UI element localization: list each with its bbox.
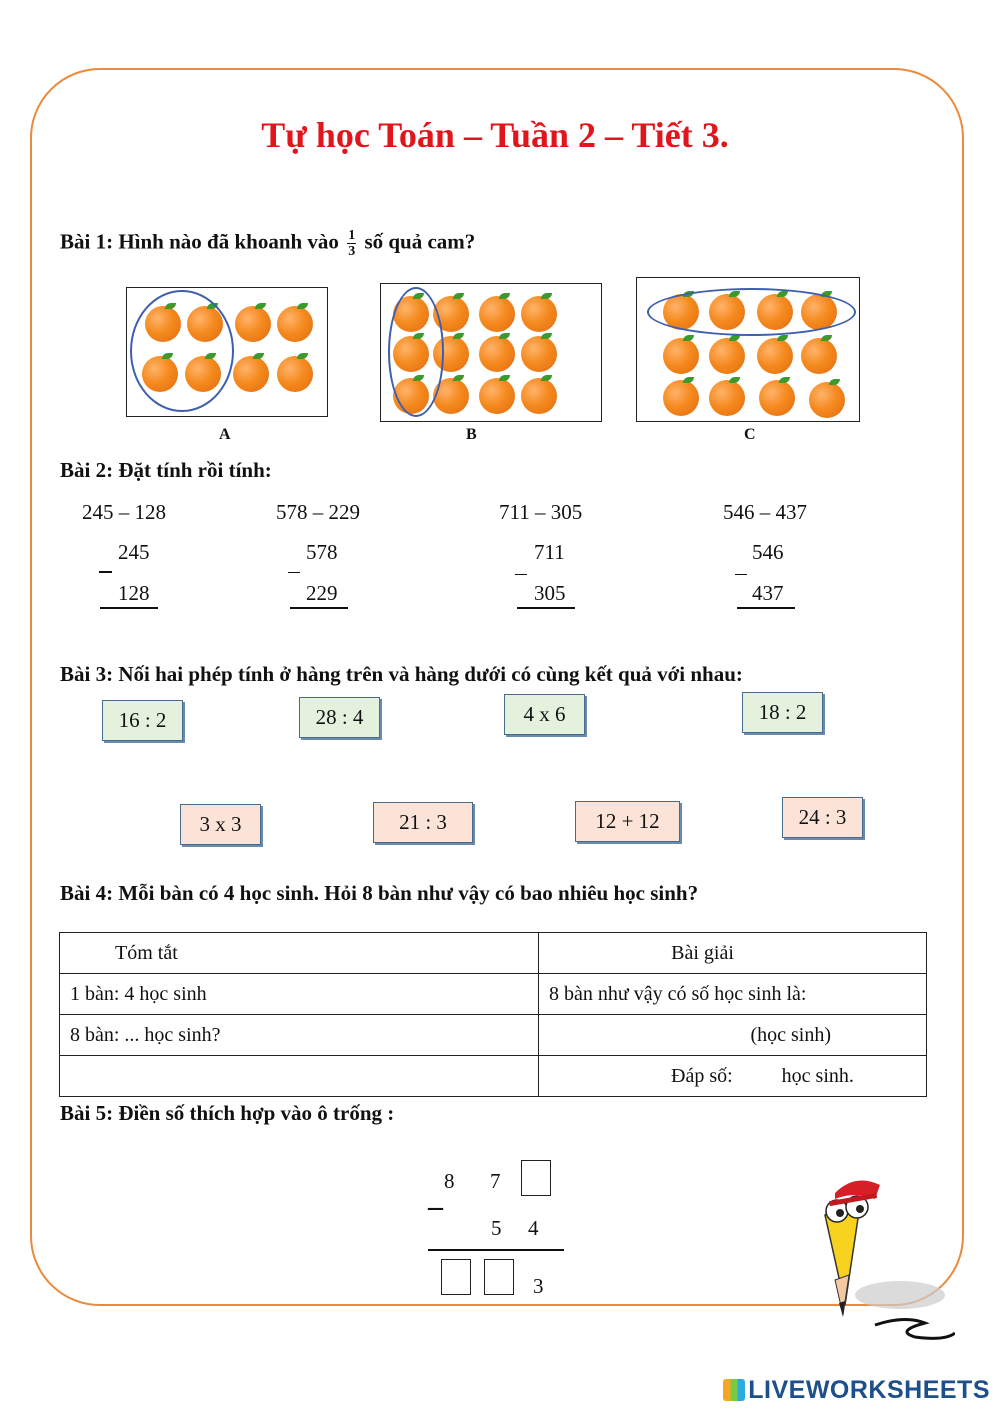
- leaf-icon: [499, 293, 510, 299]
- fraction-numerator: 1: [348, 228, 356, 243]
- circled-selection: [388, 287, 444, 417]
- table-row: [60, 974, 927, 1015]
- bai4-question: Bài 4: Mỗi bàn có 4 học sinh. Hỏi 8 bàn như vậy có bao nhiêu học sinh?: [60, 881, 699, 905]
- brand-text: LIVEWORKSHEETS: [748, 1376, 990, 1404]
- orange-group-c: [636, 277, 860, 422]
- solution-answer-cell[interactable]: [539, 1056, 927, 1097]
- summary-line-2[interactable]: 8 bàn: ... học sinh?: [60, 1015, 539, 1056]
- problem-2-minus-sign: [288, 572, 300, 573]
- answer-label: Đáp số:: [671, 1064, 733, 1087]
- leaf-icon: [541, 375, 552, 381]
- orange-group-a: [126, 287, 328, 417]
- table-row: [60, 933, 927, 974]
- problem-2-result-line: [290, 607, 348, 609]
- caption-a: A: [219, 426, 231, 443]
- leaf-icon: [821, 335, 832, 341]
- brand-mark-icon: [723, 1379, 745, 1401]
- orange-icon: [277, 306, 313, 342]
- result-line: [428, 1249, 564, 1251]
- sub-digit-1: 5: [491, 1216, 502, 1240]
- leaf-icon: [777, 335, 788, 341]
- leaf-icon: [683, 335, 694, 341]
- problem-3-minus-sign: [515, 574, 527, 575]
- leaf-icon: [255, 303, 266, 309]
- problem-4-minus-sign: [735, 574, 747, 575]
- orange-icon: [663, 338, 699, 374]
- orange-icon: [709, 380, 745, 416]
- summary-line-3: [60, 1056, 539, 1097]
- problem-4-expression: 546 – 437: [723, 500, 807, 524]
- problem-4-top: 546: [752, 540, 784, 564]
- orange-icon: [809, 382, 845, 418]
- sub-digit-2: 4: [528, 1216, 539, 1240]
- bottom-expression-4[interactable]: 24 : 3: [782, 797, 863, 838]
- leaf-icon: [453, 333, 464, 339]
- problem-3-bottom: 305: [534, 581, 566, 605]
- leaf-icon: [297, 353, 308, 359]
- problem-3-top: 711: [534, 540, 565, 564]
- orange-icon: [757, 338, 793, 374]
- summary-line-1: 1 bàn: 4 học sinh: [60, 974, 539, 1015]
- caption-c: C: [744, 426, 756, 443]
- caption-b: B: [466, 426, 477, 443]
- orange-icon: [663, 380, 699, 416]
- bai5-question: Bài 5: Điền số thích hợp vào ô trống :: [60, 1101, 395, 1125]
- orange-icon: [479, 336, 515, 372]
- leaf-icon: [453, 375, 464, 381]
- orange-icon: [277, 356, 313, 392]
- leaf-icon: [541, 293, 552, 299]
- leaf-icon: [253, 353, 264, 359]
- orange-icon: [479, 378, 515, 414]
- bottom-expression-2[interactable]: 21 : 3: [373, 802, 473, 843]
- solution-line-1: 8 bàn như vậy có số học sinh là:: [539, 974, 927, 1015]
- problem-4-bottom: 437: [752, 581, 784, 605]
- orange-icon: [235, 306, 271, 342]
- orange-icon: [233, 356, 269, 392]
- leaf-icon: [729, 335, 740, 341]
- leaf-icon: [297, 303, 308, 309]
- table-row: [60, 1015, 927, 1056]
- problem-3-result-line: [517, 607, 575, 609]
- circled-selection: [647, 288, 856, 336]
- blank-box-top[interactable]: [521, 1160, 551, 1196]
- blank-box-result-2[interactable]: [484, 1259, 514, 1295]
- leaf-icon: [683, 377, 694, 383]
- header-summary: Tóm tắt: [60, 933, 539, 974]
- bai1-label-before: Bài 1: Hình nào đã khoanh vào: [60, 229, 339, 254]
- bottom-expression-1[interactable]: 3 x 3: [180, 804, 261, 845]
- leaf-icon: [779, 377, 790, 383]
- top-digit-1: 8: [444, 1169, 455, 1193]
- table-row: [60, 1056, 927, 1097]
- result-digit: 3: [533, 1274, 544, 1298]
- orange-icon: [521, 296, 557, 332]
- orange-icon: [521, 378, 557, 414]
- leaf-icon: [829, 379, 840, 385]
- problem-1-result-line: [100, 607, 158, 609]
- bai1-label-after: số quả cam?: [364, 229, 476, 254]
- bai2-question: Bài 2: Đặt tính rồi tính:: [60, 458, 272, 482]
- orange-icon: [801, 338, 837, 374]
- fraction-denominator: 3: [348, 244, 356, 259]
- problem-1-bottom: 128: [118, 581, 150, 605]
- summary-table: [59, 932, 927, 1097]
- solution-line-2[interactable]: (học sinh): [539, 1015, 927, 1056]
- problem-1-expression: 245 – 128: [82, 500, 166, 524]
- circled-selection: [130, 290, 234, 412]
- header-solution: Bài giải: [539, 933, 927, 974]
- answer-unit: học sinh.: [781, 1064, 854, 1087]
- pencil-mascot-icon: [805, 1175, 955, 1345]
- orange-icon: [479, 296, 515, 332]
- leaf-icon: [499, 333, 510, 339]
- bottom-expression-3[interactable]: 12 + 12: [575, 801, 680, 842]
- problem-1-top: 245: [118, 540, 150, 564]
- minus-sign: –: [428, 1190, 443, 1223]
- orange-group-b: [380, 283, 602, 422]
- problem-3-expression: 711 – 305: [499, 500, 583, 524]
- problem-2-expression: 578 – 229: [276, 500, 360, 524]
- problem-4-result-line: [737, 607, 795, 609]
- problem-2-bottom: 229: [306, 581, 338, 605]
- leaf-icon: [729, 377, 740, 383]
- orange-icon: [521, 336, 557, 372]
- leaf-icon: [499, 375, 510, 381]
- top-digit-2: 7: [490, 1169, 501, 1193]
- top-expression-1[interactable]: 16 : 2: [102, 700, 183, 741]
- bai3-question: Bài 3: Nối hai phép tính ở hàng trên và hàng dưới có cùng kết quả với nhau:: [60, 662, 743, 686]
- bai1-question: [60, 228, 475, 259]
- problem-1-minus-sign: [99, 571, 112, 573]
- one-third-fraction: [347, 228, 356, 259]
- top-expression-2[interactable]: 28 : 4: [299, 697, 380, 738]
- page-title: Tự học Toán – Tuần 2 – Tiết 3.: [261, 115, 729, 155]
- orange-icon: [759, 380, 795, 416]
- leaf-icon: [541, 333, 552, 339]
- brand-logo: [723, 1376, 990, 1405]
- leaf-icon: [453, 293, 464, 299]
- top-expression-4[interactable]: 18 : 2: [742, 692, 823, 733]
- orange-icon: [709, 338, 745, 374]
- top-expression-3[interactable]: 4 x 6: [504, 694, 585, 735]
- blank-box-result-1[interactable]: [441, 1259, 471, 1295]
- problem-2-top: 578: [306, 540, 338, 564]
